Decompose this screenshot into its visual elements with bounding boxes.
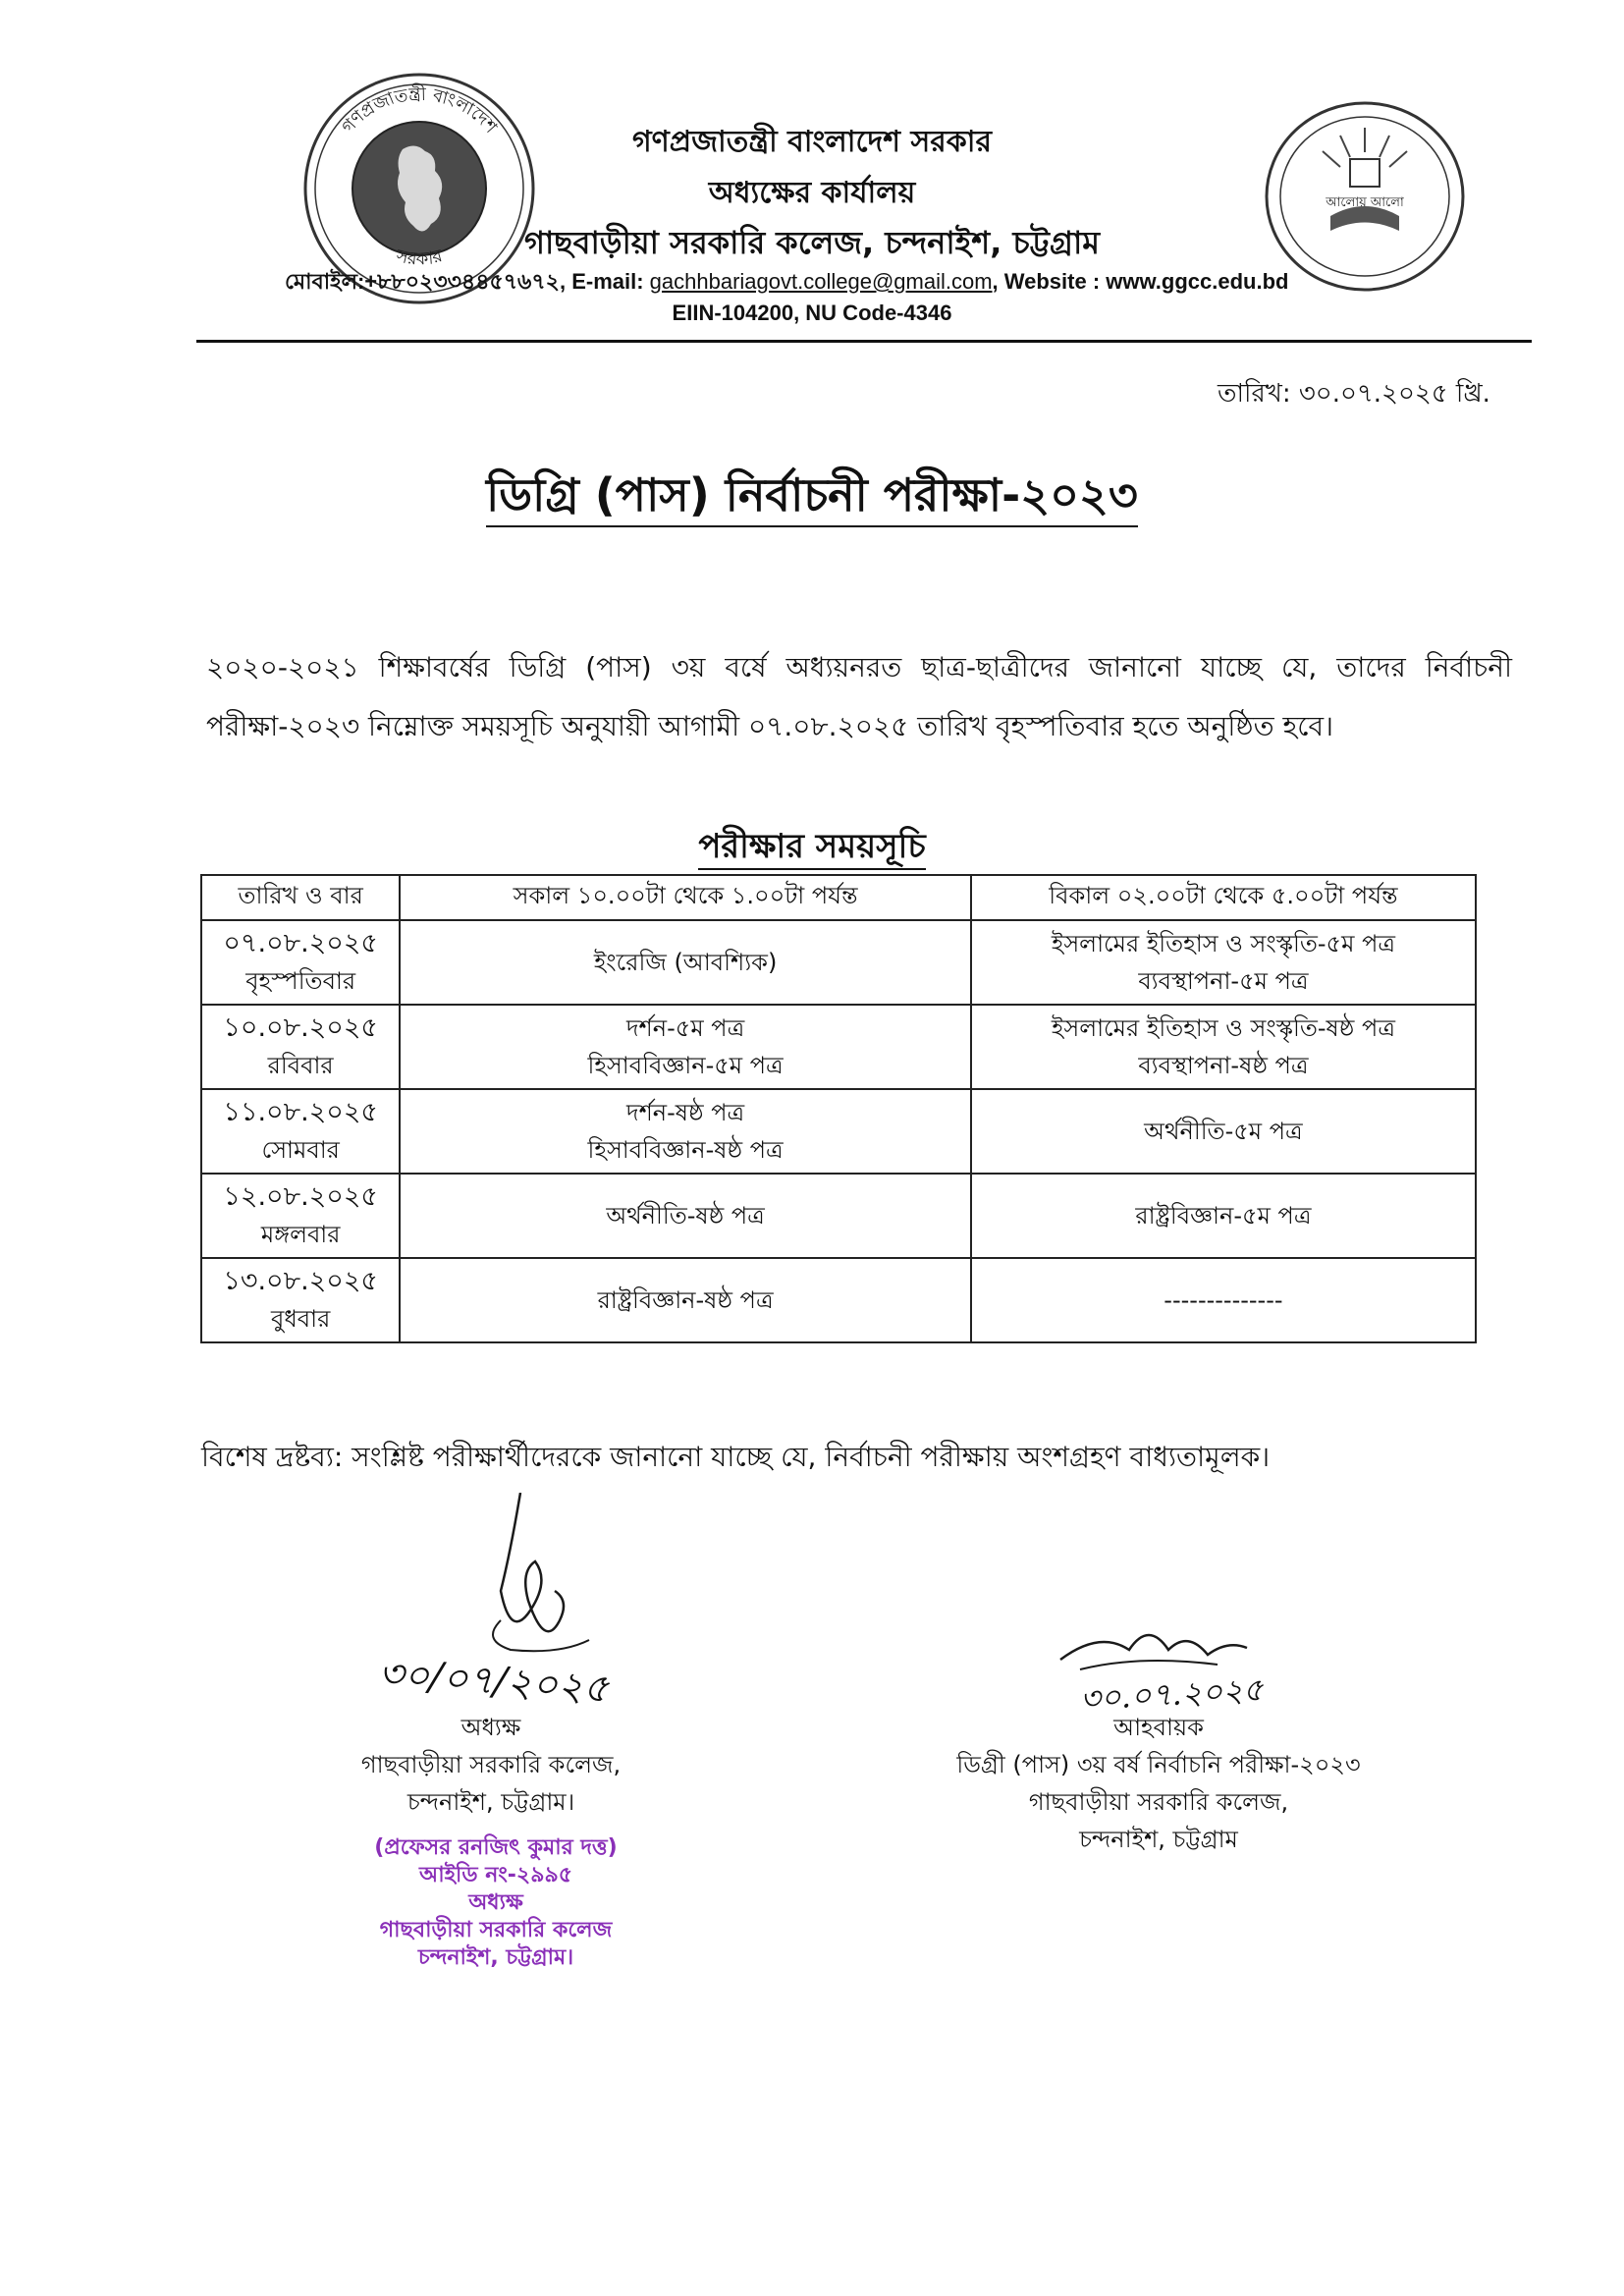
evening-cell [971,1174,1476,1258]
svg-text:সরকার: সরকার [394,246,445,270]
title-text: ডিগ্রি (পাস) নির্বাচনী পরীক্ষা-২০২৩ [486,468,1138,527]
morning-subject: অর্থনীতি-ষষ্ঠ পত্র [606,1202,765,1230]
header-date: তারিখ ও বার [201,875,400,920]
principal-title: অধ্যক্ষ [460,1714,521,1741]
stamp-title: অধ্যক্ষ [468,1890,523,1915]
principal-hand-date: ৩০/০৭/২০২৫ [376,1650,611,1713]
page-title [0,462,1624,536]
evening-cell [971,1005,1476,1089]
date-cell [201,1089,400,1174]
principal-stamp [314,1834,677,1972]
table-row [201,920,1476,1005]
date-text: ১৩.০৮.২০২৫ [223,1266,378,1296]
email-link[interactable]: gachhbariagovt.college@gmail.com [649,269,993,294]
website-text: , Website : www.ggcc.edu.bd [992,269,1289,294]
evening-cell [971,920,1476,1005]
table-header-row [201,875,1476,920]
date-text: ০৭.০৮.২০২৫ [223,928,378,958]
table-row [201,1258,1476,1342]
principal-place: চন্দনাইশ, চট্টগ্রাম। [406,1788,575,1816]
day-text: সোমবার [261,1136,340,1164]
date-cell [201,1174,400,1258]
evening-subject: ইসলামের ইতিহাস ও সংস্কৃতি-৫ম পত্র [1051,930,1395,957]
morning-subject: হিসাববিজ্ঞান-৫ম পত্র [587,1052,784,1079]
mobile-text: মোবাইল:+৮৮০২৩৩৪৪৫৭৬৭২, E-mail: [285,269,644,294]
morning-subject: দর্শন-৫ম পত্র [625,1014,745,1042]
morning-subject: ইংরেজি (আবশ্যিক) [593,949,778,976]
evening-cell [971,1089,1476,1174]
govt-name: গণপ্রজাতন্ত্রী বাংলাদেশ সরকার [632,125,992,159]
date-cell [201,1005,400,1089]
date-cell [201,920,400,1005]
day-text: রবিবার [267,1052,334,1079]
header-morning: সকাল ১০.০০টা থেকে ১.০০টা পর্যন্ত [400,875,971,920]
header-divider [196,340,1532,343]
table-row [201,1005,1476,1089]
date-cell [201,1258,400,1342]
header-evening: বিকাল ০২.০০টা থেকে ৫.০০টা পর্যন্ত [971,875,1476,920]
date-text: ১১.০৮.২০২৫ [223,1097,378,1127]
date-line: তারিখ: ৩০.০৭.২০২৫ খ্রি. [1218,379,1490,409]
contact-line [285,265,1288,301]
eiin-code: EIIN-104200, NU Code-4346 [672,301,952,325]
principal-block [304,1709,677,1821]
stamp-college: গাছবাড়ীয়া সরকারি কলেজ [379,1918,613,1942]
evening-subject: অর্থনীতি-৫ম পত্র [1144,1118,1303,1145]
day-text: মঙ্গলবার [260,1221,341,1248]
morning-cell [400,1258,971,1342]
morning-subject: রাষ্ট্রবিজ্ঞান-ষষ্ঠ পত্র [597,1286,774,1314]
svg-text:গণপ্রজাতন্ত্রী বাংলাদেশ: গণপ্রজাতন্ত্রী বাংলাদেশ [337,83,502,137]
convener-college: গাছবাড়ীয়া সরকারি কলেজ, [1028,1788,1289,1816]
convener-hand-date: ৩০.০৭.২০২৫ [1079,1670,1265,1718]
date-text: ১০.০৮.২০২৫ [223,1012,378,1043]
stamp-place: চন্দনাইশ, চট্টগ্রাম। [417,1945,574,1970]
principal-college: গাছবাড়ীয়া সরকারি কলেজ, [360,1751,622,1778]
evening-subject: ব্যবস্থাপনা-৫ম পত্র [1138,967,1309,995]
convener-exam: ডিগ্রী (পাস) ৩য় বর্ষ নির্বাচনি পরীক্ষা-২০২৩ [956,1751,1361,1778]
date-text: ১২.০৮.২০২৫ [223,1181,378,1212]
table-row [201,1174,1476,1258]
morning-cell [400,920,971,1005]
convener-place: চন্দনাইশ, চট্টগ্রাম [1079,1826,1238,1853]
morning-cell [400,1089,971,1174]
evening-subject: ব্যবস্থাপনা-ষষ্ঠ পত্র [1138,1052,1309,1079]
schedule-title-text: পরীক্ষার সময়সূচি [698,827,925,870]
special-note: বিশেষ দ্রষ্টব্য: সংশ্লিষ্ট পরীক্ষার্থীদেরকে জানানো যাচ্ছে যে, নির্বাচনী পরীক্ষায় অংশগ্রহণ বাধ্যতামূলক। [201,1441,1271,1473]
convener-title: আহবায়ক [1113,1714,1204,1741]
morning-cell [400,1005,971,1089]
schedule-table [200,874,1477,1343]
table-row [201,1089,1476,1174]
evening-cell [971,1258,1476,1342]
office-name: অধ্যক্ষের কার্যালয় [708,176,916,210]
evening-subject: ইসলামের ইতিহাস ও সংস্কৃতি-ষষ্ঠ পত্র [1051,1014,1395,1042]
svg-text:আলোয় আলো: আলোয় আলো [1326,195,1404,210]
day-text: বৃহস্পতিবার [245,967,356,995]
morning-cell [400,1174,971,1258]
schedule-title [0,821,1624,877]
stamp-id: আইডি নং-২৯৯৫ [418,1863,573,1887]
stamp-name: (প্রফেসর রনজিৎ কুমার দত্ত) [374,1835,618,1860]
day-text: বুধবার [270,1305,331,1333]
intro-paragraph: ২০২০-২০২১ শিক্ষাবর্ষের ডিগ্রি (পাস) ৩য় বর্ষে অধ্যয়নরত ছাত্র-ছাত্রীদের জানানো যাচ্ছে যে, তাদের নির্বাচনী পরীক্ষা-২০২৩ নিম্নোক্ত সময়সূচি অনুযায়ী আগামী ০৭.০৮.২০২৫ তারিখ বৃহস্পতিবার হতে অনুষ্ঠিত হবে। [206,651,1512,742]
morning-subject: হিসাববিজ্ঞান-ষষ্ঠ পত্র [587,1136,784,1164]
morning-subject: দর্শন-ষষ্ঠ পত্র [625,1099,745,1126]
evening-subject: -------------- [1164,1286,1283,1314]
convener-block [884,1709,1434,1858]
evening-subject: রাষ্ট্রবিজ্ঞান-৫ম পত্র [1135,1202,1312,1230]
college-name: গাছবাড়ীয়া সরকারি কলেজ, চন্দনাইশ, চট্টগ্রাম [524,224,1100,261]
